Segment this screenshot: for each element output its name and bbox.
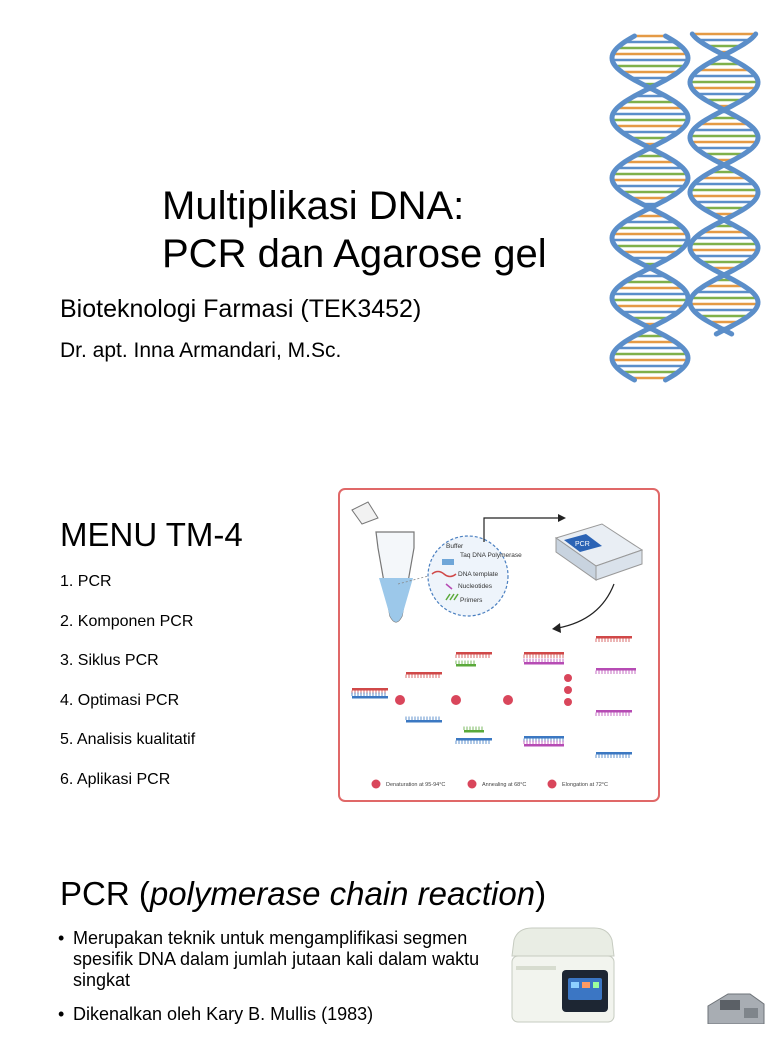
title-line-2: PCR dan Agarose gel <box>162 232 547 276</box>
menu-item-aplikasi: 6. Aplikasi PCR <box>60 770 171 788</box>
dna-strand <box>524 744 564 747</box>
dna-strand <box>456 652 492 655</box>
legend-primers: Primers <box>460 597 483 604</box>
menu-title: MENU TM-4 <box>60 516 243 553</box>
title-prefix: PCR ( <box>60 875 150 912</box>
bullet-list <box>58 928 508 1038</box>
bullet-text: Merupakan teknik untuk mengamplifikasi segmen spesifik DNA dalam jumlah jutaan kali dalam waktu singkat <box>73 928 480 990</box>
dna-strand <box>352 688 388 691</box>
enzyme-icon <box>442 559 454 565</box>
second-instrument-photo <box>698 990 768 1024</box>
dna-strand <box>352 696 388 699</box>
dna-strand <box>464 730 484 733</box>
dna-strand <box>596 668 636 671</box>
machine-label: PCR <box>575 541 590 548</box>
dna-strand <box>456 738 492 741</box>
course-subtitle: Bioteknologi Farmasi (TEK3452) <box>60 295 422 323</box>
pcr-cycle-figure <box>338 488 660 806</box>
dna-strand <box>524 652 564 655</box>
legend-taq: Taq DNA Polymerase <box>460 552 522 559</box>
step-annealing: Annealing at 68°C <box>482 782 527 788</box>
dna-strand <box>406 720 442 723</box>
author-name: Dr. apt. Inna Armandari, M.Sc. <box>60 339 342 362</box>
step-marker-2 <box>451 695 461 705</box>
title-line-1: Multiplikasi DNA: <box>162 184 465 228</box>
legend-buffer: Buffer <box>446 543 464 550</box>
dna-strand <box>596 752 632 755</box>
dna-strand <box>524 662 564 665</box>
menu-slide <box>0 458 768 822</box>
pcr-intro-slide <box>0 848 768 1024</box>
dna-helix-right <box>690 34 758 334</box>
menu-item-analisis: 5. Analisis kualitatif <box>60 731 196 748</box>
dna-strand <box>406 672 442 675</box>
bullet-item <box>58 928 508 991</box>
dna-helix-image <box>598 28 766 384</box>
bullet-marker: • <box>58 928 65 948</box>
legend-template: DNA template <box>458 571 499 578</box>
menu-list <box>60 572 195 809</box>
dna-strand <box>596 636 632 639</box>
dna-strand <box>524 736 564 739</box>
slide-title <box>162 182 547 278</box>
title-suffix: ) <box>535 875 547 912</box>
bullet-marker: • <box>58 1004 65 1024</box>
pcr-title <box>60 872 546 916</box>
step-marker-3 <box>503 695 513 705</box>
dna-strand <box>596 710 632 713</box>
thermocycler-photo <box>508 926 618 1024</box>
step-elongation: Elongation at 72°C <box>562 782 608 788</box>
helix-backbone <box>612 36 688 380</box>
step-denaturation: Denaturation at 95-94°C <box>386 782 446 788</box>
bullet-text: Dikenalkan oleh Kary B. Mullis (1983) <box>73 1004 374 1024</box>
menu-item-siklus: 3. Siklus PCR <box>60 652 159 669</box>
menu-item-komponen: 2. Komponen PCR <box>60 612 194 630</box>
title-slide <box>0 0 768 428</box>
dna-helix-left <box>612 36 688 380</box>
menu-item-optimasi: 4. Optimasi PCR <box>60 691 180 709</box>
legend-nucleotides: Nucleotides <box>458 583 492 590</box>
title-italic: polymerase chain reaction <box>149 875 536 912</box>
dna-strand <box>456 664 476 667</box>
menu-item-pcr: 1. PCR <box>60 573 112 590</box>
bullet-item <box>58 1004 508 1025</box>
step-marker-1 <box>395 695 405 705</box>
